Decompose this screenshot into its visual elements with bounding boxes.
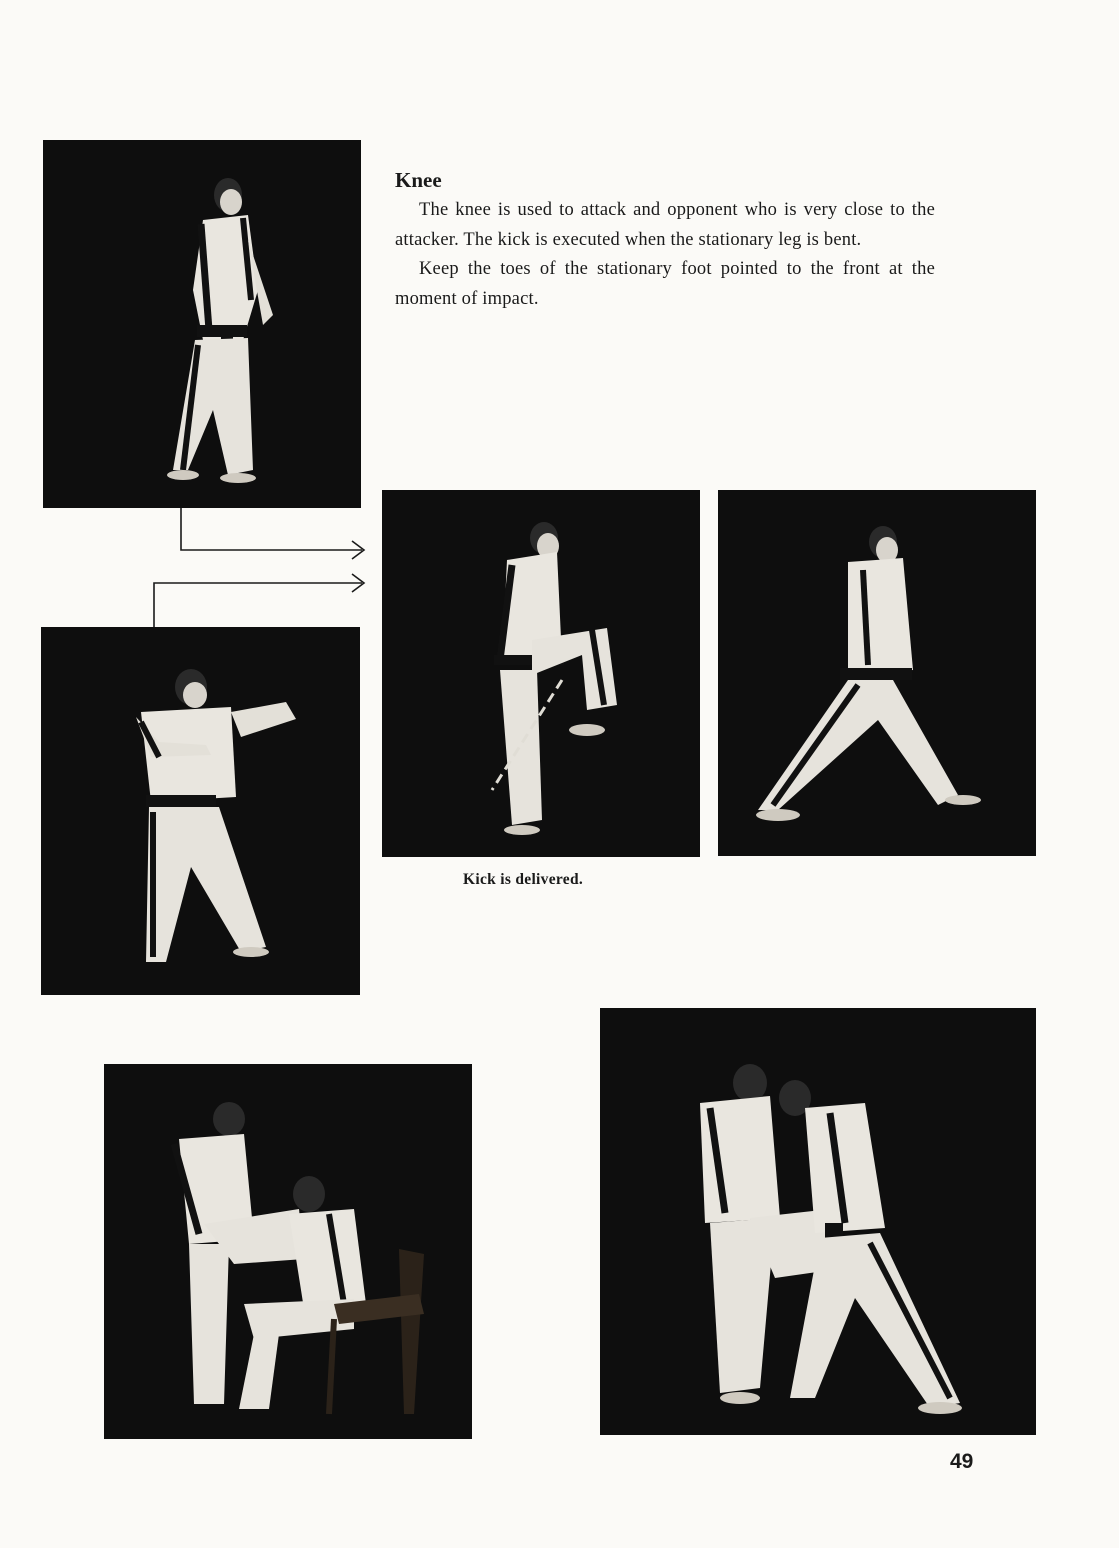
figure-knee-raised-illustration: [382, 490, 700, 857]
photo-knee-attack-seated: [104, 1064, 472, 1439]
photo-fighting-stance: [41, 627, 360, 995]
photo-return-step: [718, 490, 1036, 856]
description-paragraph-2: Keep the toes of the stationary foot pointed to the front at the moment of impact.: [395, 259, 935, 309]
arrow-from-fighting-stance: [154, 574, 364, 627]
photo-knee-attack-standing: [600, 1008, 1036, 1435]
technique-description: [395, 168, 935, 314]
photo-knee-raised: [382, 490, 700, 857]
figure-two-fighters-illustration: [600, 1008, 1036, 1435]
description-paragraph-1: The knee is used to attack and opponent who is very close to the attacker. The kick is executed when the stationary leg is bent.: [395, 200, 935, 250]
figure-seated-opponent-illustration: [104, 1064, 472, 1439]
figure-fighting-stance-illustration: [41, 627, 360, 995]
figure-striding-illustration: [718, 490, 1036, 856]
figure-standing-illustration: [43, 140, 361, 508]
section-heading: Knee: [395, 168, 442, 192]
photo-ready-stance: [43, 140, 361, 508]
photo-caption: Kick is delivered.: [463, 871, 584, 888]
page-number: 49: [950, 1450, 974, 1473]
arrow-from-ready-stance: [181, 508, 364, 559]
